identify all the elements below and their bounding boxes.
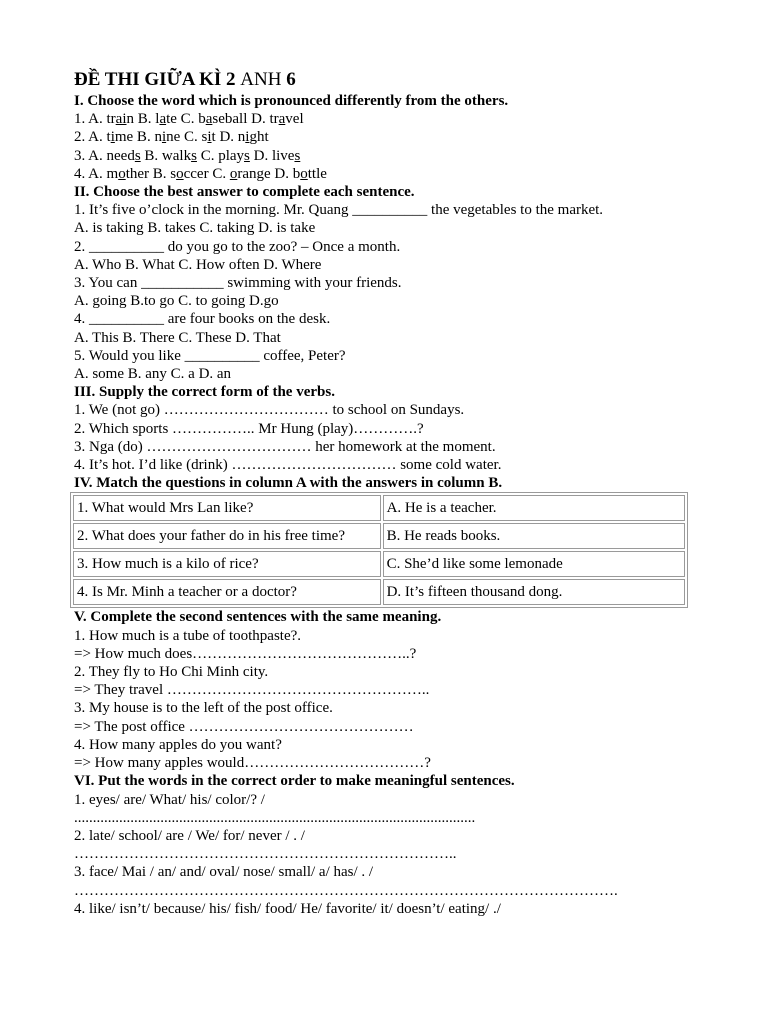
- question-line: [74, 110, 714, 128]
- text-line: …………………………………………………………………..: [74, 846, 457, 863]
- underlined-letters: s: [134, 147, 141, 164]
- underlined-letters: a: [205, 111, 213, 128]
- column-a-cell: 3. How much is a kilo of rice?: [73, 551, 381, 577]
- title-part-1: ĐỀ THI GIỮA KÌ 2: [74, 69, 241, 90]
- text-line: 1. We (not go) …………………………… to school on Sundays.: [74, 402, 465, 419]
- column-b-cell: C. She’d like some lemonade: [383, 551, 685, 577]
- question-line: [74, 165, 714, 183]
- table-row: [73, 495, 685, 521]
- text-line: 3. Nga (do) …………………………… her homework at the moment.: [74, 438, 496, 455]
- underlined-letters: o: [300, 165, 308, 182]
- text-line: ……………………………………………………………………………………………….: [74, 882, 618, 899]
- section-2-lines: [74, 201, 714, 383]
- column-a-cell: 1. What would Mrs Lan like?: [73, 495, 381, 521]
- text-line: A. some B. any C. a D. an: [74, 366, 232, 383]
- question-text: ne C. s: [166, 129, 208, 146]
- text-line: 1. eyes/ are/ What/ his/ color/? /: [74, 791, 265, 808]
- column-a-cell: 4. Is Mr. Minh a teacher or a doctor?: [73, 579, 381, 605]
- text-line: 2. late/ school/ are / We/ for/ never / . /: [74, 827, 305, 844]
- underlined-letters: s: [294, 147, 301, 164]
- section-1-questions: [74, 110, 714, 183]
- question-text: ther B. s: [125, 165, 177, 182]
- text-line: A. is taking B. takes C. taking D. is take: [74, 220, 316, 237]
- text-line: => They travel ……………………………………………..: [74, 682, 430, 699]
- table-row: [73, 523, 685, 549]
- table-row: [73, 579, 685, 605]
- text-line: => How many apples would………………………………?: [74, 755, 431, 772]
- question-text: 2. A. t: [74, 129, 111, 146]
- section-6-lines: [74, 791, 714, 918]
- question-text: ght: [249, 129, 269, 146]
- section-3-heading: III. Supply the correct form of the verbs.: [74, 384, 335, 401]
- section-1-heading: I. Choose the word which is pronounced differently from the others.: [74, 93, 509, 109]
- text-line: 4. like/ isn’t/ because/ his/ fish/ food/ He/ favorite/ it/ doesn’t/ eating/ ./: [74, 900, 501, 917]
- underlined-letters: i: [110, 129, 115, 146]
- question-text: me B. n: [114, 129, 162, 146]
- question-text: range D. b: [237, 165, 301, 182]
- question-text: C. play: [196, 147, 245, 164]
- underlined-letters: o: [118, 165, 126, 182]
- question-text: ccer C.: [183, 165, 230, 182]
- question-text: 3. A. need: [74, 147, 135, 164]
- underlined-letters: o: [229, 165, 238, 182]
- text-line: 4. __________ are four books on the desk.: [74, 311, 331, 328]
- column-b-cell: D. It’s fifteen thousand dong.: [383, 579, 685, 605]
- underlined-letters: i: [161, 129, 167, 146]
- exam-title: [74, 68, 714, 92]
- column-b-cell: B. He reads books.: [383, 523, 685, 549]
- question-text: n B. l: [126, 111, 160, 128]
- text-line: 1. How much is a tube of toothpaste?.: [74, 627, 302, 644]
- match-table: [70, 492, 688, 608]
- exam-content: [74, 68, 714, 918]
- underlined-letters: o: [176, 165, 184, 182]
- question-text: D. live: [249, 147, 295, 164]
- underlined-letters: i: [207, 129, 212, 146]
- text-line: ...........................................................................................................: [74, 809, 476, 826]
- underlined-letters: s: [191, 147, 197, 164]
- section-2-heading: II. Choose the best answer to complete each sentence.: [74, 184, 415, 201]
- text-line: => How much does……………………………………..?: [74, 645, 417, 662]
- table-row: [73, 551, 685, 577]
- section-4-heading: IV. Match the questions in column A with the answers in column B.: [74, 475, 503, 492]
- question-text: te C. b: [166, 111, 206, 128]
- section-6-heading: VI. Put the words in the correct order to make meaningful sentences.: [74, 773, 515, 790]
- text-line: A. Who B. What C. How often D. Where: [74, 256, 322, 273]
- section-5-heading: V. Complete the second sentences with the same meaning.: [74, 609, 442, 626]
- text-line: A. This B. There C. These D. That: [74, 329, 281, 346]
- text-line: 4. How many apples do you want?: [74, 736, 282, 753]
- column-b-cell: A. He is a teacher.: [383, 495, 685, 521]
- question-text: seball D. tr: [212, 111, 279, 128]
- text-line: 4. It’s hot. I’d like (drink) …………………………… some cold water.: [74, 457, 502, 474]
- underlined-letters: ai: [115, 111, 127, 128]
- question-line: [74, 147, 714, 165]
- column-a-cell: 2. What does your father do in his free time?: [73, 523, 381, 549]
- underlined-letters: a: [159, 111, 167, 128]
- text-line: => The post office ………………………………………: [74, 718, 414, 735]
- section-5-lines: [74, 627, 714, 773]
- question-line: [74, 128, 714, 146]
- section-3-lines: [74, 401, 714, 474]
- text-line: 5. Would you like __________ coffee, Peter?: [74, 347, 346, 364]
- text-line: 2. They fly to Ho Chi Minh city.: [74, 664, 269, 681]
- text-line: 1. It’s five o’clock in the morning. Mr. Quang __________ the vegetables to the market.: [74, 202, 604, 219]
- underlined-letters: s: [244, 147, 250, 164]
- title-part-2: ANH: [240, 69, 287, 90]
- question-text: B. walk: [140, 147, 192, 164]
- title-part-3: 6: [286, 69, 296, 90]
- underlined-letters: i: [245, 129, 250, 146]
- text-line: 3. face/ Mai / an/ and/ oval/ nose/ small/ a/ has/ . /: [74, 864, 374, 881]
- question-text: 4. A. m: [74, 165, 119, 182]
- underlined-letters: a: [278, 111, 286, 128]
- text-line: 2. Which sports …………….. Mr Hung (play)………….?: [74, 420, 424, 437]
- text-line: A. going B.to go C. to going D.go: [74, 293, 279, 310]
- text-line: 3. My house is to the left of the post office.: [74, 700, 333, 717]
- text-line: 3. You can ___________ swimming with your friends.: [74, 275, 402, 292]
- question-text: vel: [285, 111, 304, 128]
- text-line: 2. __________ do you go to the zoo? – Once a month.: [74, 238, 401, 255]
- question-text: ttle: [307, 165, 327, 182]
- question-text: t D. n: [211, 129, 246, 146]
- question-text: 1. A. tr: [74, 111, 116, 128]
